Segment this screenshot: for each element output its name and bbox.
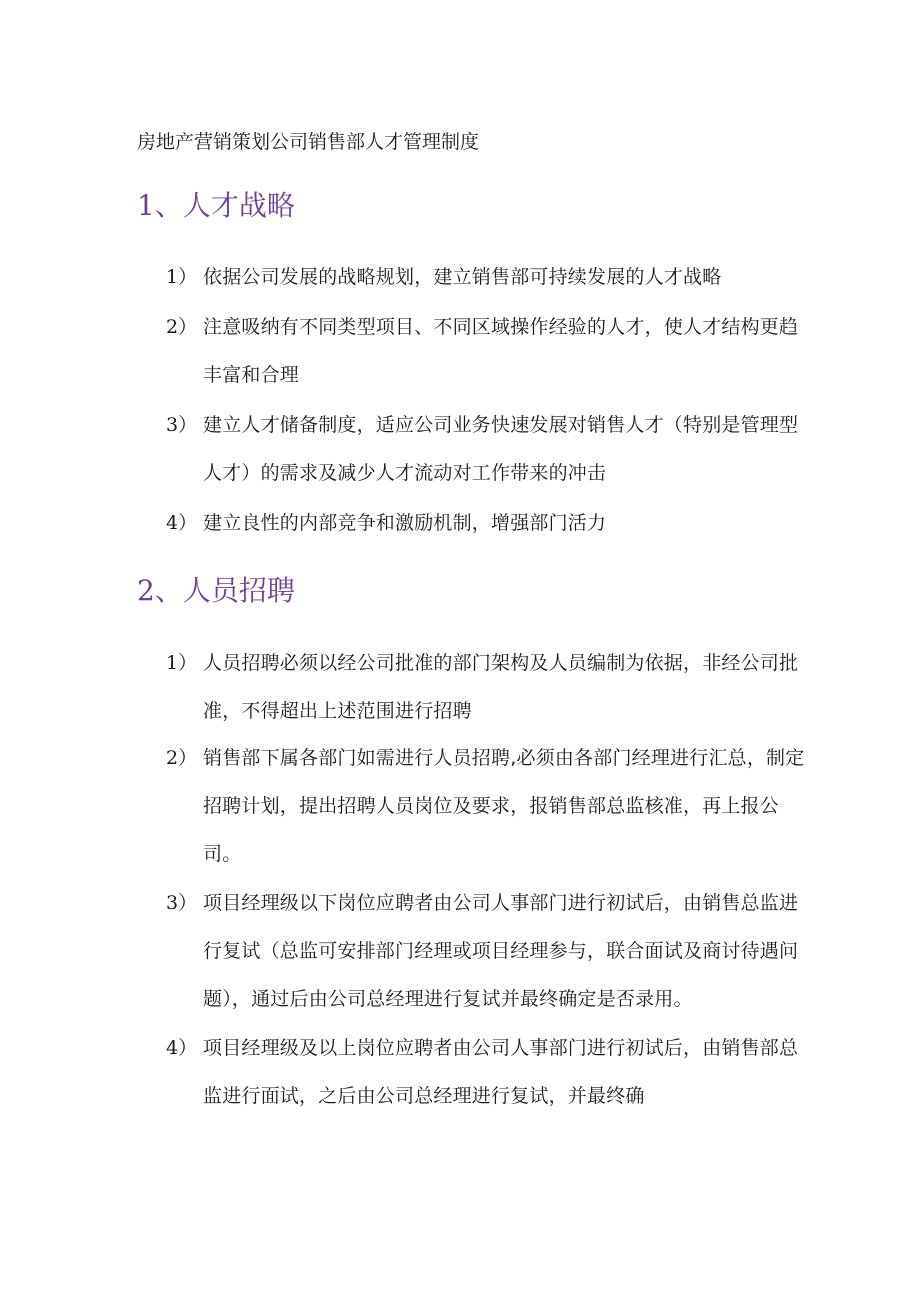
list-item-text: 依据公司发展的战略规划，建立销售部可持续发展的人才战略: [203, 266, 722, 288]
list-item: [166, 890, 816, 1023]
list-item-text: 人员招聘必须以经公司批准的部门架构及人员编制为依据，非经公司批准，不得超出上述范围进行招聘: [203, 652, 799, 722]
list-item: [166, 412, 816, 497]
list-item-number: 1）: [166, 266, 198, 288]
list-item-text: 项目经理级以下岗位应聘者由公司人事部门进行初试后，由销售总监进行复试（总监可安排部门经理或项目经理参与，联合面试及商讨待遇问题），通过后由公司总经理进行复试并最终确定是否录用。: [203, 892, 799, 1010]
list-item: [166, 745, 816, 878]
list-item: [166, 1035, 816, 1120]
list-item-number: 4）: [166, 1037, 198, 1059]
section-heading-recruitment: 2、人员招聘: [137, 574, 295, 607]
list-item: [166, 510, 816, 547]
list-item-text: 项目经理级及以上岗位应聘者由公司人事部门进行初试后，由销售部总监进行面试，之后由公司总经理进行复试，并最终确: [203, 1037, 799, 1107]
list-item-number: 3）: [166, 414, 198, 436]
list-item-text: 注意吸纳有不同类型项目、不同区域操作经验的人才，使人才结构更趋丰富和合理: [203, 316, 799, 386]
section-heading-talent-strategy: 1、人才战略: [137, 189, 295, 222]
list-item-text: 建立人才储备制度，适应公司业务快速发展对销售人才（特别是管理型人才）的需求及减少人才流动对工作带来的冲击: [203, 414, 799, 484]
list-item-number: 4）: [166, 512, 198, 534]
list-item: [166, 650, 816, 735]
list-item: [166, 264, 816, 301]
list-item-text: 建立良性的内部竞争和激励机制，增强部门活力: [203, 512, 607, 534]
list-item-text: 销售部下属各部门如需进行人员招聘,必须由各部门经理进行汇总，制定招聘计划，提出招聘人员岗位及要求，报销售部总监核准，再上报公司。: [203, 747, 805, 865]
list-item-number: 2）: [166, 316, 198, 338]
list-item-number: 2）: [166, 747, 198, 769]
list-item-number: 1）: [166, 652, 198, 674]
list-item-number: 3）: [166, 892, 198, 914]
document-title: 房地产营销策划公司销售部人才管理制度: [137, 131, 480, 153]
list-item: [166, 314, 816, 399]
